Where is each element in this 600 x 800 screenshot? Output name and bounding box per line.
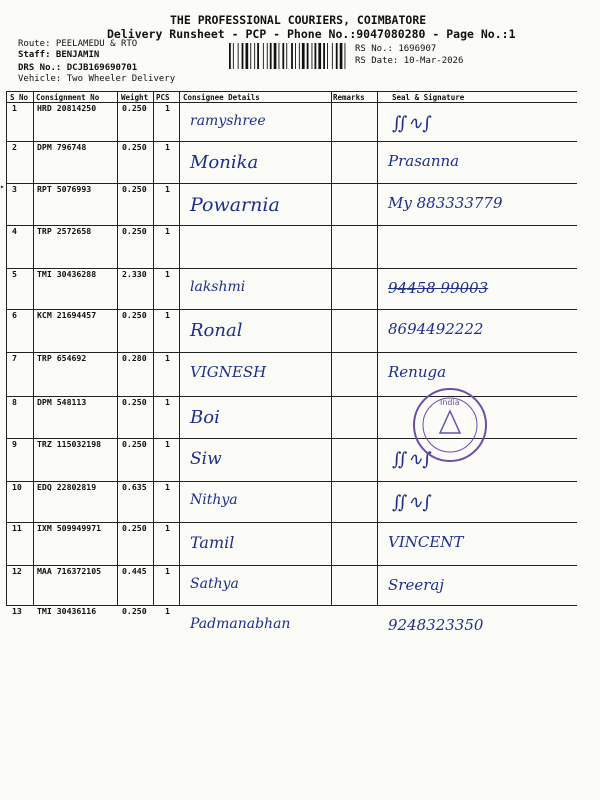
barcode-bar (263, 43, 264, 69)
barcode-bar (257, 43, 259, 69)
column-divider (179, 91, 180, 606)
handwritten-consignee: Ronal (190, 320, 243, 341)
cell-weight: 0.250 (122, 397, 147, 407)
barcode-bar (345, 43, 346, 69)
col-signature: Seal & Signature (392, 93, 465, 102)
barcode-bar (279, 43, 280, 69)
postal-stamp (410, 385, 490, 465)
handwritten-signature: 9248323350 (388, 616, 484, 634)
handwritten-signature: Prasanna (388, 152, 460, 170)
barcode-bar (295, 43, 296, 69)
handwritten-consignee: Monika (190, 152, 259, 173)
cell-consignment: TRZ 115032198 (37, 439, 102, 449)
barcode-bar (307, 43, 309, 69)
cell-sno: 7 (12, 353, 17, 363)
cell-weight: 0.250 (122, 606, 147, 616)
col-remarks: Remarks (333, 93, 365, 102)
cell-weight: 0.635 (122, 482, 147, 492)
runsheet-subtitle: Delivery Runsheet - PCP - Phone No.:9047080280 - Page No.:1 (107, 27, 516, 41)
cell-sno: 2 (12, 142, 17, 152)
cell-sno: 3 (12, 184, 17, 194)
cell-sno: 1 (12, 103, 17, 113)
barcode-bar (250, 43, 251, 69)
cell-consignment: DPM 796748 (37, 142, 87, 152)
cell-weight: 0.250 (122, 142, 147, 152)
cell-sno: 9 (12, 439, 17, 449)
cell-consignment: HRD 20814250 (37, 103, 97, 113)
cell-weight: 0.250 (122, 523, 147, 533)
rs-number: RS No.: 1696907 (355, 44, 437, 54)
signature-scribble: ∬∿∫ (392, 449, 432, 470)
cell-pcs: 1 (165, 397, 170, 407)
handwritten-signature: My 883333779 (388, 194, 503, 212)
margin-mark: ▸ (0, 182, 5, 191)
cell-pcs: 1 (165, 142, 170, 152)
handwritten-consignee: VIGNESH (190, 363, 267, 381)
barcode-bar (267, 43, 268, 69)
handwritten-consignee: Powarnia (190, 194, 280, 216)
cell-sno: 4 (12, 226, 17, 236)
column-divider (377, 91, 378, 606)
cell-pcs: 1 (165, 353, 170, 363)
cell-sno: 12 (12, 566, 22, 576)
cell-consignment: TMI 30436116 (37, 606, 97, 616)
row-divider (6, 183, 577, 184)
cell-weight: 0.445 (122, 566, 147, 576)
cell-consignment: IXM 509949971 (37, 523, 102, 533)
barcode-bar (246, 43, 249, 69)
barcode-bar (302, 43, 305, 69)
cell-sno: 6 (12, 310, 17, 320)
barcode-bar (238, 43, 239, 69)
signature-scribble: ∬∿∫ (392, 113, 432, 134)
col-consignment: Consignment No (36, 93, 100, 102)
column-divider (117, 91, 118, 606)
barcode-bar (327, 43, 328, 69)
cell-pcs: 1 (165, 606, 170, 616)
vehicle-label: Vehicle: Two Wheeler Delivery (18, 74, 176, 84)
col-sno: S No (10, 93, 29, 102)
cell-consignment: EDQ 22802819 (37, 482, 97, 492)
handwritten-signature: Renuga (388, 363, 447, 381)
column-divider (153, 91, 154, 606)
barcode-bar (323, 43, 325, 69)
drs-label: DRS No.: DCJB169690701 (18, 63, 138, 73)
cell-consignment: TMI 30436288 (37, 269, 97, 279)
cell-pcs: 1 (165, 103, 170, 113)
barcode-bar (270, 43, 272, 69)
cell-consignment: MAA 716372105 (37, 566, 102, 576)
barcode-bar (312, 43, 313, 69)
cell-sno: 5 (12, 269, 17, 279)
cell-pcs: 1 (165, 439, 170, 449)
handwritten-signature: 8694492222 (388, 320, 484, 338)
cell-pcs: 1 (165, 310, 170, 320)
staff-label: Staff: BENJAMIN (18, 50, 100, 60)
barcode-bar (315, 43, 317, 69)
column-divider (331, 91, 332, 606)
cell-consignment: TRP 654692 (37, 353, 87, 363)
cell-consignment: RPT 5076993 (37, 184, 92, 194)
cell-sno: 10 (12, 482, 22, 492)
barcode-bar (340, 43, 343, 69)
barcode-bar (336, 43, 338, 69)
column-divider (6, 91, 7, 606)
row-divider (6, 396, 577, 397)
cell-weight: 0.250 (122, 103, 147, 113)
row-divider (6, 225, 577, 226)
cell-pcs: 1 (165, 566, 170, 576)
col-pcs: PCS (156, 93, 170, 102)
barcode-bar (291, 43, 293, 69)
barcode-bar (282, 43, 284, 69)
barcode-bar (274, 43, 277, 69)
rs-date: RS Date: 10-Mar-2026 (355, 56, 464, 66)
barcode-bar (332, 43, 333, 69)
cell-sno: 11 (12, 523, 22, 533)
cell-weight: 0.250 (122, 310, 147, 320)
handwritten-consignee: Padmanabhan (190, 616, 291, 632)
cell-weight: 0.250 (122, 184, 147, 194)
cell-pcs: 1 (165, 482, 170, 492)
handwritten-consignee: Nithya (190, 492, 238, 508)
handwritten-consignee: ramyshree (190, 113, 266, 129)
cell-pcs: 1 (165, 226, 170, 236)
cell-consignment: KCM 21694457 (37, 310, 97, 320)
barcode-bar (242, 43, 244, 69)
cell-weight: 0.250 (122, 439, 147, 449)
company-title: THE PROFESSIONAL COURIERS, COIMBATORE (170, 13, 427, 27)
barcode-bar (299, 43, 300, 69)
barcode-bar (318, 43, 321, 69)
barcode-bar (286, 43, 287, 69)
cell-pcs: 1 (165, 184, 170, 194)
barcode-bar (254, 43, 255, 69)
handwritten-signature: Sreeraj (388, 576, 444, 594)
row-divider (6, 352, 577, 353)
handwritten-signature: 94458 99003 (388, 279, 489, 297)
barcode-bar (229, 43, 231, 69)
signature-scribble: ∬∿∫ (392, 492, 432, 513)
barcode-bar (233, 43, 234, 69)
handwritten-consignee: Tamil (190, 533, 235, 552)
barcode (228, 42, 348, 70)
cell-weight: 0.280 (122, 353, 147, 363)
handwritten-consignee: Siw (190, 449, 222, 469)
row-divider (6, 141, 577, 142)
col-consignee: Consignee Details (183, 93, 260, 102)
handwritten-consignee: Boi (190, 407, 220, 428)
cell-sno: 13 (12, 606, 22, 616)
cell-consignment: TRP 2572658 (37, 226, 92, 236)
handwritten-signature: VINCENT (388, 533, 464, 551)
cell-pcs: 1 (165, 269, 170, 279)
stamp-text: India (440, 398, 460, 407)
cell-weight: 2.330 (122, 269, 147, 279)
cell-consignment: DPM 548113 (37, 397, 87, 407)
cell-weight: 0.250 (122, 226, 147, 236)
route-label: Route: PEELAMEDU & RTO (18, 39, 138, 49)
column-divider (33, 91, 34, 606)
handwritten-consignee: lakshmi (190, 279, 246, 295)
row-divider (6, 91, 577, 92)
cell-pcs: 1 (165, 523, 170, 533)
handwritten-consignee: Sathya (190, 576, 239, 592)
col-weight: Weight (121, 93, 149, 102)
cell-sno: 8 (12, 397, 17, 407)
